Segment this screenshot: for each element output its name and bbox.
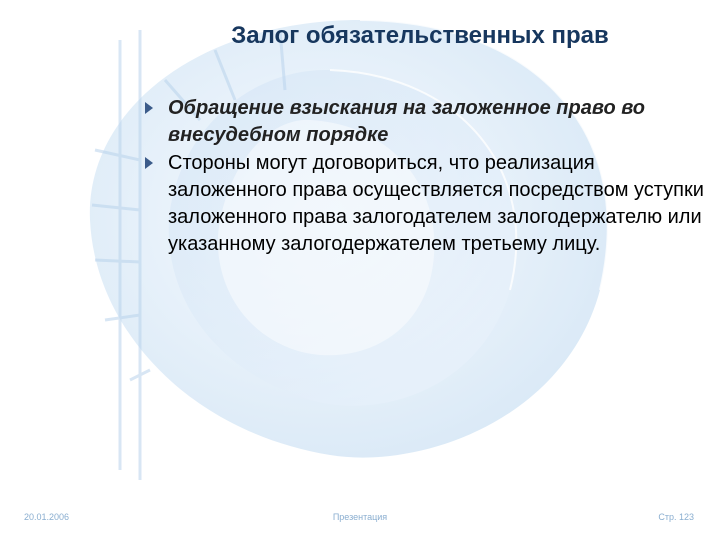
bullet-item xyxy=(143,150,708,258)
triangle-right-icon xyxy=(145,102,153,114)
bullet-item xyxy=(143,95,708,149)
bullet-text: Обращение взыскания на заложенное право во внесудебном порядке xyxy=(168,97,646,146)
bullet-text: Стороны могут договориться, что реализация заложенного права осуществляется посредством уступки заложенного права залогодателем залогодержателю или указанному залогодержателем третьему лицу. xyxy=(168,152,704,255)
triangle-right-icon xyxy=(145,157,153,169)
footer-presentation-label: Презентация xyxy=(332,512,388,522)
bullet-list xyxy=(143,95,708,259)
footer-date: 20.01.2006 xyxy=(24,512,70,522)
slide-title: Залог обязательственных прав xyxy=(231,22,609,49)
footer-page-number: Стр. 123 xyxy=(658,512,694,522)
